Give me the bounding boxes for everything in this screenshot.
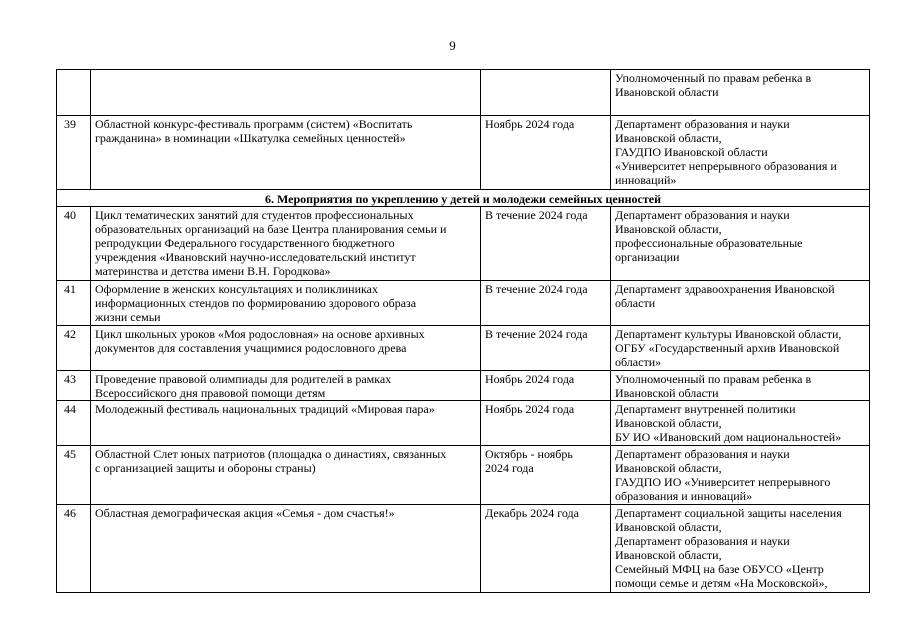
event-date-cell <box>481 371 611 401</box>
event-name-cell <box>91 207 481 281</box>
event-name-cell <box>91 116 481 190</box>
responsible-line: Департамент социальной защиты населения <box>615 506 842 520</box>
responsible-line: Уполномоченный по правам ребенка в <box>615 372 812 386</box>
table-row <box>57 446 870 505</box>
table-row <box>57 371 870 401</box>
event-date-line: Ноябрь 2024 года <box>485 402 575 416</box>
row-number-cell: 43 <box>57 371 91 401</box>
event-date-cell <box>481 446 611 505</box>
event-date-cell <box>481 326 611 371</box>
event-date-cell <box>481 207 611 281</box>
event-name-cell <box>91 371 481 401</box>
responsible-line: Ивановской области, <box>615 222 722 236</box>
row-number-cell: 42 <box>57 326 91 371</box>
event-name-cell <box>91 505 481 593</box>
responsible-line: Департамент культуры Ивановской области, <box>615 327 842 341</box>
responsible-cell <box>611 326 870 371</box>
event-name-line: жизни семьи <box>95 310 161 324</box>
responsible-line: Департамент образования и науки <box>615 208 790 222</box>
event-name-line: с организацией защиты и обороны страны) <box>95 461 316 475</box>
responsible-cell <box>611 446 870 505</box>
table-row <box>57 505 870 593</box>
event-date-line: В течение 2024 года <box>485 282 588 296</box>
event-name-line: образовательных организаций на базе Центра планирования семьи и <box>95 222 447 236</box>
responsible-line: Департамент образования и науки <box>615 117 790 131</box>
event-name-line: репродукции Федерального государственного бюджетного <box>95 236 395 250</box>
event-name-line: Цикл тематических занятий для студентов профессиональных <box>95 208 414 222</box>
event-name-cell <box>91 281 481 326</box>
event-date-cell <box>481 116 611 190</box>
event-date-cell <box>481 70 611 116</box>
responsible-cell <box>611 505 870 593</box>
table-row <box>57 207 870 281</box>
responsible-line: Семейный МФЦ на базе ОБУСО «Центр <box>615 562 824 576</box>
row-number-cell: 45 <box>57 446 91 505</box>
event-date-line: Ноябрь 2024 года <box>485 372 575 386</box>
row-number-cell: 41 <box>57 281 91 326</box>
responsible-line: организации <box>615 250 680 264</box>
event-name-cell <box>91 326 481 371</box>
responsible-line: «Университет непрерывного образования и <box>615 159 837 173</box>
event-date-cell <box>481 401 611 446</box>
responsible-cell <box>611 207 870 281</box>
event-name-line: гражданина» в номинации «Шкатулка семейных ценностей» <box>95 131 406 145</box>
responsible-line: ГАУДПО Ивановской области <box>615 145 768 159</box>
responsible-cell <box>611 281 870 326</box>
section-heading: 6. Мероприятия по укреплению у детей и молодежи семейных ценностей <box>57 190 870 207</box>
section-heading-row <box>57 190 870 207</box>
event-name-cell <box>91 401 481 446</box>
row-number-cell: 40 <box>57 207 91 281</box>
event-date-line: В течение 2024 года <box>485 208 588 222</box>
responsible-line: БУ ИО «Ивановский дом национальностей» <box>615 430 842 444</box>
event-name-line: материнства и детства имени В.Н. Городкова» <box>95 264 331 278</box>
event-date-line: Октябрь - ноябрь <box>485 447 573 461</box>
row-number-cell <box>57 70 91 116</box>
responsible-cell <box>611 70 870 116</box>
event-date-cell <box>481 281 611 326</box>
responsible-line: Ивановской области, <box>615 416 722 430</box>
event-name-cell <box>91 446 481 505</box>
responsible-line: Ивановской области, <box>615 461 722 475</box>
table-row-39 <box>57 116 870 190</box>
responsible-line: ОГБУ «Государственный архив Ивановской <box>615 341 840 355</box>
responsible-line: Департамент образования и науки <box>615 534 790 548</box>
responsible-cell <box>611 401 870 446</box>
event-name-line: учреждения «Ивановский научно-исследовательский институт <box>95 250 416 264</box>
event-name-line: Областной Слет юных патриотов (площадка о династиях, связанных <box>95 447 447 461</box>
responsible-line: Департамент внутренней политики <box>615 402 796 416</box>
event-name-line: Всероссийского дня правовой помощи детям <box>95 386 326 400</box>
responsible-line: Ивановской области, <box>615 131 722 145</box>
event-name-line: информационных стендов по формированию здорового образа <box>95 296 417 310</box>
event-date-line: Декабрь 2024 года <box>485 506 579 520</box>
event-name-line: Оформление в женских консультациях и поликлиниках <box>95 282 378 296</box>
responsible-line: профессиональные образовательные <box>615 236 803 250</box>
event-name-line: Областная демографическая акция «Семья - дом счастья!» <box>95 506 395 520</box>
responsible-line: Ивановской области <box>615 386 719 400</box>
event-name-line: Цикл школьных уроков «Моя родословная» на основе архивных <box>95 327 425 341</box>
table-row <box>57 281 870 326</box>
table-row <box>57 401 870 446</box>
responsible-line: Департамент здравоохранения Ивановской <box>615 282 835 296</box>
responsible-line: Департамент образования и науки <box>615 447 790 461</box>
page-number: 9 <box>449 38 456 53</box>
event-date-cell <box>481 505 611 593</box>
event-name-line: Областной конкурс-фестиваль программ (систем) «Воспитать <box>95 117 413 131</box>
events-table <box>56 69 870 593</box>
event-name-line: Проведение правовой олимпиады для родителей в рамках <box>95 372 392 386</box>
responsible-line: области <box>615 296 656 310</box>
responsible-line: области» <box>615 355 662 369</box>
responsible-cell <box>611 371 870 401</box>
event-name-line: документов для составления учащимися родословного древа <box>95 341 407 355</box>
row-number-cell: 39 <box>57 116 91 190</box>
row-number-cell: 44 <box>57 401 91 446</box>
event-date-line: В течение 2024 года <box>485 327 588 341</box>
table-row-continued <box>57 70 870 116</box>
event-date-line: 2024 года <box>485 461 534 475</box>
responsible-line: помощи семье и детям «На Московской», <box>615 576 828 590</box>
responsible-line: Ивановской области, <box>615 520 722 534</box>
event-name-line: Молодежный фестиваль национальных традиций «Мировая пара» <box>95 402 435 416</box>
responsible-line: образования и инноваций» <box>615 489 753 503</box>
responsible-line: ГАУДПО ИО «Университет непрерывного <box>615 475 831 489</box>
row-number-cell: 46 <box>57 505 91 593</box>
event-date-line: Ноябрь 2024 года <box>485 117 575 131</box>
responsible-cell <box>611 116 870 190</box>
event-name-cell <box>91 70 481 116</box>
responsible-line: Ивановской области <box>615 85 719 99</box>
responsible-line: инноваций» <box>615 173 677 187</box>
responsible-line: Уполномоченный по правам ребенка в <box>615 71 812 85</box>
responsible-line: Ивановской области, <box>615 548 722 562</box>
table-row <box>57 326 870 371</box>
